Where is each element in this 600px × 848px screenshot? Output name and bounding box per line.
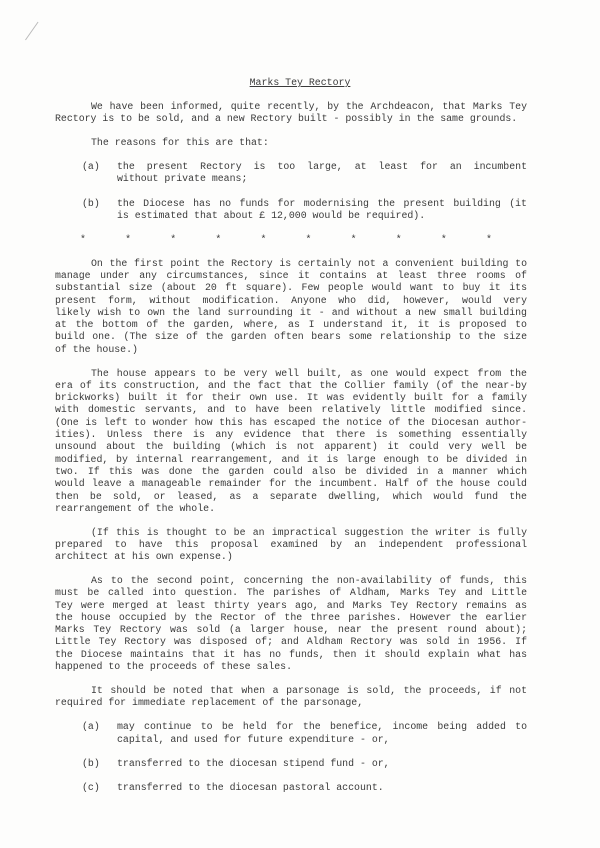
text-line: The house appears to be very well built, as one would expect from the (91, 367, 527, 379)
text-line: present form, without modification. Anyone who did, however, would very (55, 294, 527, 306)
text-line: happened to the proceeds of these sales. (55, 661, 293, 673)
text-line: Rectory is to be sold, and a new Rectory built - possibly in the same grounds. (55, 113, 518, 125)
star: * (305, 233, 312, 245)
list-text (117, 758, 527, 770)
list-label: (b) (82, 197, 100, 209)
text-line: Marks Tey Rectory was sold (a larger house, near the present round about); (55, 624, 527, 636)
text-line: It should be noted that when a parsonage is sold, the proceeds, if not (91, 684, 527, 696)
text-line: would leave a manageable remainder for the incumbent. Half of the house could (55, 478, 527, 490)
text-line: The reasons for this are that: (91, 136, 269, 148)
list-label: (a) (82, 161, 100, 173)
text-line: brickworks) built it for their own use. It was evidently built for a family (55, 392, 527, 404)
list-label: (b) (82, 758, 100, 770)
text-line: manage under any circumstances, since it contains at least three rooms of (55, 269, 527, 281)
paragraph (55, 575, 527, 673)
text-line: era of its construction, and the fact that the Collier family (of the near-by (55, 379, 527, 391)
text-line: may continue to be held for the benefice, income being added to (117, 721, 527, 733)
paragraph (55, 101, 527, 126)
text-line: As to the second point, concerning the non-availability of funds, this (91, 575, 527, 586)
star: * (440, 233, 447, 245)
text-line: prepared to have this proposal examined by an independent professional (55, 538, 527, 550)
list-label: (a) (82, 721, 100, 733)
paragraph (55, 368, 527, 516)
document-title: Marks Tey Rectory (249, 77, 351, 88)
text-line: the Diocese maintains that it has no funds, then it should explain what has (55, 648, 527, 660)
text-line: (If this is thought to be an impractical suggestion the writer is fully (91, 526, 527, 538)
paragraph (55, 527, 527, 564)
text-line: the Diocese has no funds for modernising the present building (it (117, 197, 527, 209)
text-line: architect at his own expense.) (55, 551, 233, 563)
text-line: build one. (The size of the garden often bears some relationship to the size (55, 331, 527, 343)
paragraph (55, 685, 527, 710)
text-line: at the bottom of the garden, where, as I understand it, it is proposed to (55, 319, 527, 331)
text-line: We have been informed, quite recently, by the Archdeacon, that Marks Tey (91, 100, 527, 112)
list-item (82, 198, 527, 223)
star: * (80, 233, 86, 245)
list-label: (c) (82, 782, 100, 794)
list-text (117, 161, 527, 186)
text-line: (One is left to wonder how this has escaped the notice of the Diocesan author- (55, 416, 527, 428)
text-line: substantial size (about 20 ft square). Few people would want to buy it its (55, 282, 527, 294)
star: * (215, 233, 222, 245)
text-line: of the house.) (55, 343, 138, 355)
star: * (170, 233, 177, 245)
text-line: unsound about the building (which is not apparent) it could very well be (55, 441, 527, 453)
text-line: ities). Unless there is any evidence that there is something essentially (55, 429, 527, 441)
star: * (260, 233, 267, 245)
star: * (395, 233, 402, 245)
separator-stars (80, 234, 492, 246)
text-line: required for immediate replacement of the parsonage, (55, 697, 364, 709)
text-line: the present Rectory is too large, at least for an incumbent (117, 161, 527, 173)
list-text (117, 721, 527, 746)
text-line: is estimated that about £ 12,000 would be required). (117, 210, 426, 222)
list-text (117, 198, 527, 223)
text-line: two. If this was done the garden could also be divided in a manner which (55, 465, 527, 477)
text-line: rearrangement of the whole. (55, 502, 216, 514)
text-line: the house occupied by the Rector of the three parishes. However the earlier (55, 611, 527, 623)
paragraph (55, 258, 527, 356)
text-line: transferred to the diocesan pastoral account. (117, 782, 384, 794)
text-line: then be sold, or leased, as a separate dwelling, which would fund the (55, 490, 527, 502)
text-line: modified, by internal rearrangement, and it is large enough to be divided in (55, 453, 527, 465)
text-line: Little Tey Rectory was disposed of; and Aldham Rectory was sold in 1956. If (55, 636, 527, 648)
list-item (82, 758, 527, 770)
text-line: capital, and used for future expenditure - or, (117, 733, 390, 745)
text-line: without private means; (117, 173, 248, 185)
star: * (350, 233, 357, 245)
text-line: likely wish to own the land surrounding it - and without a new small building (55, 306, 527, 318)
list-item (82, 782, 527, 794)
paragraph (55, 137, 527, 149)
list-item (82, 721, 527, 746)
text-line: transferred to the diocesan stipend fund - or, (117, 758, 390, 770)
text-line: Tey were merged at least thirty years ago, and Marks Tey Rectory remains as (55, 599, 527, 611)
star: * (125, 233, 132, 245)
star: * (485, 233, 492, 245)
list-item (82, 161, 527, 186)
options-list (0, 721, 600, 794)
reasons-list (0, 161, 600, 222)
list-text (117, 782, 527, 794)
text-line: On the first point the Rectory is certainly not a convenient building to (91, 257, 527, 269)
text-line: must be called into question. The parishes of Aldham, Marks Tey and Little (55, 587, 527, 599)
text-line: with domestic servants, and to have been relatively little modified since. (55, 404, 527, 416)
